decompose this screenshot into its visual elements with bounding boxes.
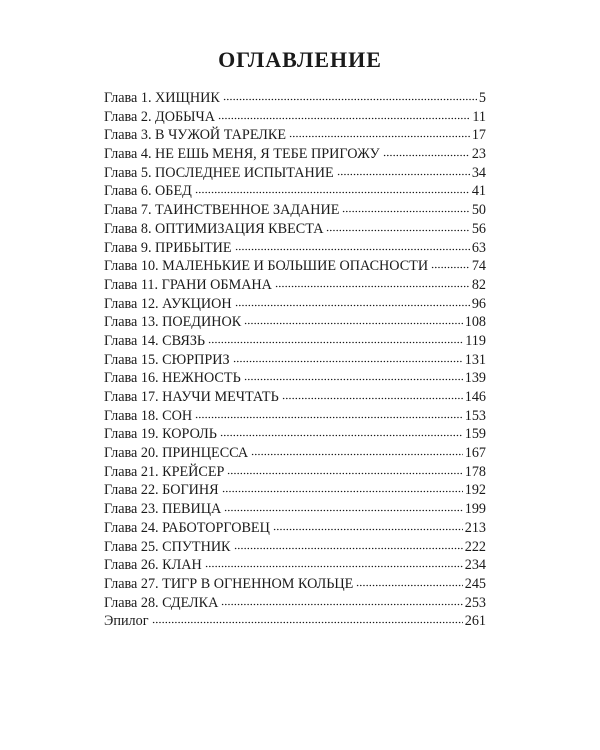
- toc-entry-label: Глава 28. СДЕЛКА: [104, 594, 219, 611]
- toc-entry-label: Глава 23. ПЕВИЦА: [104, 501, 222, 518]
- toc-dot-leader: [223, 91, 477, 101]
- toc-dot-leader: [251, 446, 463, 456]
- toc-entry-page-number: 63: [471, 239, 486, 256]
- toc-entry-page-number: 50: [471, 202, 486, 219]
- toc-entry: [104, 351, 486, 370]
- toc-entry: [104, 575, 486, 594]
- toc-entry-label: Глава 1. ХИЩНИК: [104, 90, 220, 106]
- toc-entry: [104, 145, 486, 164]
- toc-entry-page-number: 261: [464, 613, 486, 630]
- toc-entry: [104, 538, 486, 557]
- toc-entry-label: Глава 3. В ЧУЖОЙ ТАРЕЛКЕ: [104, 127, 287, 144]
- toc-entry-page-number: 199: [464, 501, 486, 518]
- toc-entry-label: Глава 14. СВЯЗЬ: [104, 332, 206, 349]
- toc-entry-page-number: 153: [464, 407, 486, 424]
- toc-entry: [104, 594, 486, 613]
- toc-entry-label: Глава 13. ПОЕДИНОК: [104, 314, 242, 331]
- toc-entry: [104, 388, 486, 407]
- toc-entry: [104, 500, 486, 519]
- toc-entry-label: Глава 26. КЛАН: [104, 557, 202, 574]
- toc-dot-leader: [275, 278, 470, 288]
- toc-dot-leader: [222, 483, 463, 493]
- toc-entry-page-number: 119: [465, 332, 486, 349]
- toc-entry: [104, 519, 486, 538]
- toc-entry-page-number: 34: [471, 164, 486, 181]
- toc-entry-page-number: 23: [471, 146, 486, 163]
- toc-entry: [104, 481, 486, 500]
- toc-entry-page-number: 167: [464, 445, 486, 462]
- toc-dot-leader: [356, 577, 462, 587]
- toc-entry: [104, 295, 486, 314]
- toc-dot-leader: [205, 558, 463, 568]
- toc-entry: [104, 369, 486, 388]
- toc-dot-leader: [221, 596, 462, 606]
- toc-entry-label: Глава 17. НАУЧИ МЕЧТАТЬ: [104, 389, 279, 405]
- toc-entry-label: Глава 12. АУКЦИОН: [104, 295, 232, 312]
- toc-dot-leader: [244, 315, 463, 325]
- toc-entry: [104, 444, 486, 463]
- toc-dot-leader: [235, 297, 470, 307]
- toc-entry: [104, 313, 486, 332]
- toc-entry-label: Глава 10. МАЛЕНЬКИЕ И БОЛЬШИЕ ОПАСНОСТИ: [104, 258, 429, 275]
- toc-entry-page-number: 146: [464, 389, 486, 405]
- toc-dot-leader: [337, 166, 470, 176]
- toc-entry-label: Глава 6. ОБЕД: [104, 183, 192, 200]
- toc-entry-page-number: 234: [464, 557, 486, 574]
- toc-entry-label: Глава 5. ПОСЛЕДНЕЕ ИСПЫТАНИЕ: [104, 164, 334, 181]
- toc-entry-page-number: 222: [464, 538, 486, 555]
- toc-dot-leader: [218, 110, 470, 120]
- toc-entry-page-number: 131: [464, 351, 486, 368]
- toc-entry-page-number: 56: [471, 220, 486, 237]
- toc-entry-page-number: 74: [471, 258, 486, 275]
- toc-entry: [104, 108, 486, 127]
- toc-entry-page-number: 213: [464, 519, 486, 536]
- toc-entry-label: Глава 25. СПУТНИК: [104, 538, 231, 555]
- toc-entry-page-number: 139: [464, 370, 486, 387]
- toc-entry-page-number: 41: [471, 183, 486, 200]
- toc-entry: [104, 257, 486, 276]
- toc-entry-page-number: 245: [464, 575, 486, 592]
- toc-entry-page-number: 253: [464, 594, 486, 611]
- toc-dot-leader: [195, 184, 470, 194]
- toc-dot-leader: [224, 502, 462, 512]
- toc-entry: [104, 182, 486, 201]
- toc-list: [104, 89, 486, 631]
- toc-dot-leader: [431, 259, 470, 269]
- toc-title: ОГЛАВЛЕНИЕ: [218, 47, 382, 72]
- toc-entry-label: Глава 16. НЕЖНОСТЬ: [104, 370, 241, 387]
- toc-dot-leader: [227, 465, 462, 475]
- toc-entry-label: Глава 18. СОН: [104, 407, 193, 424]
- toc-dot-leader: [326, 222, 469, 232]
- toc-dot-leader: [152, 614, 463, 624]
- toc-entry-label: Глава 8. ОПТИМИЗАЦИЯ КВЕСТА: [104, 220, 324, 237]
- toc-dot-leader: [282, 390, 463, 400]
- toc-entry-label: Глава 15. СЮРПРИЗ: [104, 351, 230, 368]
- toc-dot-leader: [233, 353, 463, 363]
- toc-dot-leader: [195, 409, 463, 419]
- toc-entry: [104, 164, 486, 183]
- toc-entry-label: Глава 24. РАБОТОРГОВЕЦ: [104, 519, 270, 536]
- toc-entry-label: Глава 27. ТИГР В ОГНЕННОМ КОЛЬЦЕ: [104, 575, 354, 592]
- toc-entry: [104, 220, 486, 239]
- toc-entry-page-number: 82: [471, 276, 486, 293]
- toc-entry-label: Глава 7. ТАИНСТВЕННОЕ ЗАДАНИЕ: [104, 202, 340, 219]
- toc-entry-page-number: 159: [464, 426, 486, 443]
- toc-entry: [104, 612, 486, 631]
- toc-entry-page-number: 5: [478, 90, 486, 106]
- toc-entry: [104, 276, 486, 295]
- toc-entry-label: Глава 22. БОГИНЯ: [104, 482, 219, 499]
- toc-entry: [104, 126, 486, 145]
- toc-entry: [104, 425, 486, 444]
- toc-dot-leader: [273, 521, 463, 531]
- toc-entry: [104, 407, 486, 426]
- toc-entry: [104, 556, 486, 575]
- toc-dot-leader: [208, 334, 463, 344]
- toc-entry: [104, 239, 486, 258]
- toc-entry-label: Глава 21. КРЕЙСЕР: [104, 463, 225, 480]
- toc-entry-label: Глава 19. КОРОЛЬ: [104, 426, 217, 443]
- toc-entry-page-number: 96: [471, 295, 486, 312]
- toc-entry: [104, 463, 486, 482]
- toc-dot-leader: [244, 371, 463, 381]
- toc-dot-leader: [342, 203, 469, 213]
- toc-entry-label: Глава 2. ДОБЫЧА: [104, 108, 215, 125]
- toc-entry-page-number: 17: [471, 127, 486, 144]
- toc-entry-label: Глава 11. ГРАНИ ОБМАНА: [104, 276, 272, 293]
- toc-entry-label: Эпилог: [104, 613, 149, 630]
- toc-dot-leader: [234, 540, 463, 550]
- toc-entry-page-number: 192: [464, 482, 486, 499]
- toc-dot-leader: [383, 147, 470, 157]
- toc-dot-leader: [220, 427, 463, 437]
- toc-entry-page-number: 11: [472, 108, 486, 125]
- toc-dot-leader: [289, 128, 470, 138]
- toc-entry: [104, 332, 486, 351]
- toc-dot-leader: [235, 241, 470, 251]
- toc-entry: [104, 89, 486, 108]
- toc-entry-page-number: 108: [464, 314, 486, 331]
- toc-entry-label: Глава 20. ПРИНЦЕССА: [104, 445, 249, 462]
- toc-entry-label: Глава 4. НЕ ЕШЬ МЕНЯ, Я ТЕБЕ ПРИГОЖУ: [104, 146, 380, 163]
- toc-entry-page-number: 178: [464, 463, 486, 480]
- toc-entry-label: Глава 9. ПРИБЫТИЕ: [104, 239, 232, 256]
- toc-entry: [104, 201, 486, 220]
